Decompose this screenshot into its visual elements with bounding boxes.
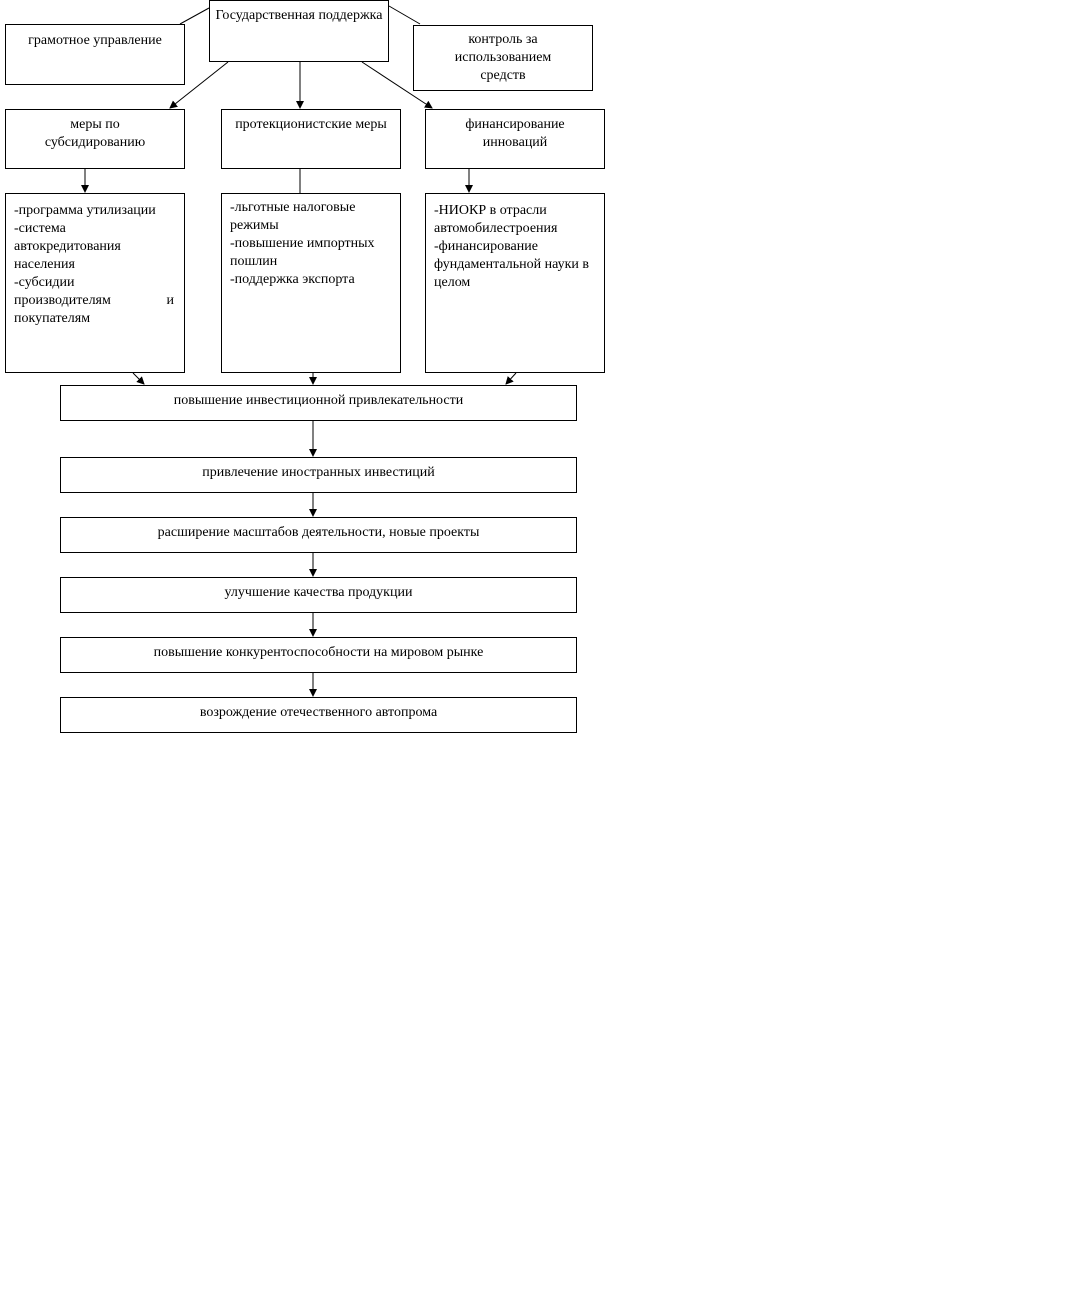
control-label: контроль за использованием средств (454, 32, 552, 83)
chain-label-1: повышение инвестиционной привлекательности (173, 393, 464, 408)
protection-item-2: -повышение импортных пошлин (230, 236, 375, 269)
innovation-item-1: -НИОКР в отрасли автомобилестроения (434, 203, 558, 236)
control-box (413, 25, 593, 91)
protection-title-box (221, 109, 401, 169)
management-label: грамотное управление (28, 33, 162, 48)
innovation-title-box (425, 109, 605, 169)
innovation-list-box (425, 193, 605, 373)
protection-item-3: -поддержка экспорта (230, 272, 355, 287)
chain-box-2 (60, 457, 577, 493)
arrow-subsidies-chain (133, 373, 144, 384)
protection-item-1: -льготные налоговые режимы (230, 200, 356, 233)
chain-label-5: повышение конкурентоспособности на мировом рынке (153, 645, 484, 660)
arrow-innovation-chain (506, 373, 516, 384)
subsidies-item-4: покупателям (14, 311, 91, 326)
line-to-management (180, 8, 209, 24)
protection-title: протекционистские меры (235, 117, 387, 132)
chain-box-4 (60, 577, 577, 613)
innovation-item-2: -финансирование фундаментальной науки в целом (434, 239, 589, 290)
subsidies-item-3: -субсидии производителям и (14, 275, 174, 308)
management-box (5, 24, 185, 85)
chain-box-6 (60, 697, 577, 733)
chain-box-5 (60, 637, 577, 673)
subsidies-item-2: -система автокредитования населения (14, 221, 121, 272)
subsidies-list-box (5, 193, 185, 373)
line-to-control (389, 6, 420, 24)
chain-label-6: возрождение отечественного автопрома (199, 705, 438, 720)
innovation-title: финансирование инноваций (465, 117, 565, 150)
chain-label-3: расширение масштабов деятельности, новые проекты (157, 525, 480, 540)
chain-label-2: привлечение иностранных инвестиций (202, 465, 435, 480)
state-support-box (209, 0, 389, 62)
protection-list-box (221, 193, 401, 373)
chain-box-3 (60, 517, 577, 553)
subsidies-item-1: -программа утилизации (14, 203, 156, 218)
chain-box-1 (60, 385, 577, 421)
state-support-label: Государственная поддержка (215, 8, 383, 23)
subsidies-title: меры по субсидированию (44, 117, 146, 150)
chain-label-4: улучшение качества продукции (224, 585, 413, 600)
subsidies-title-box (5, 109, 185, 169)
